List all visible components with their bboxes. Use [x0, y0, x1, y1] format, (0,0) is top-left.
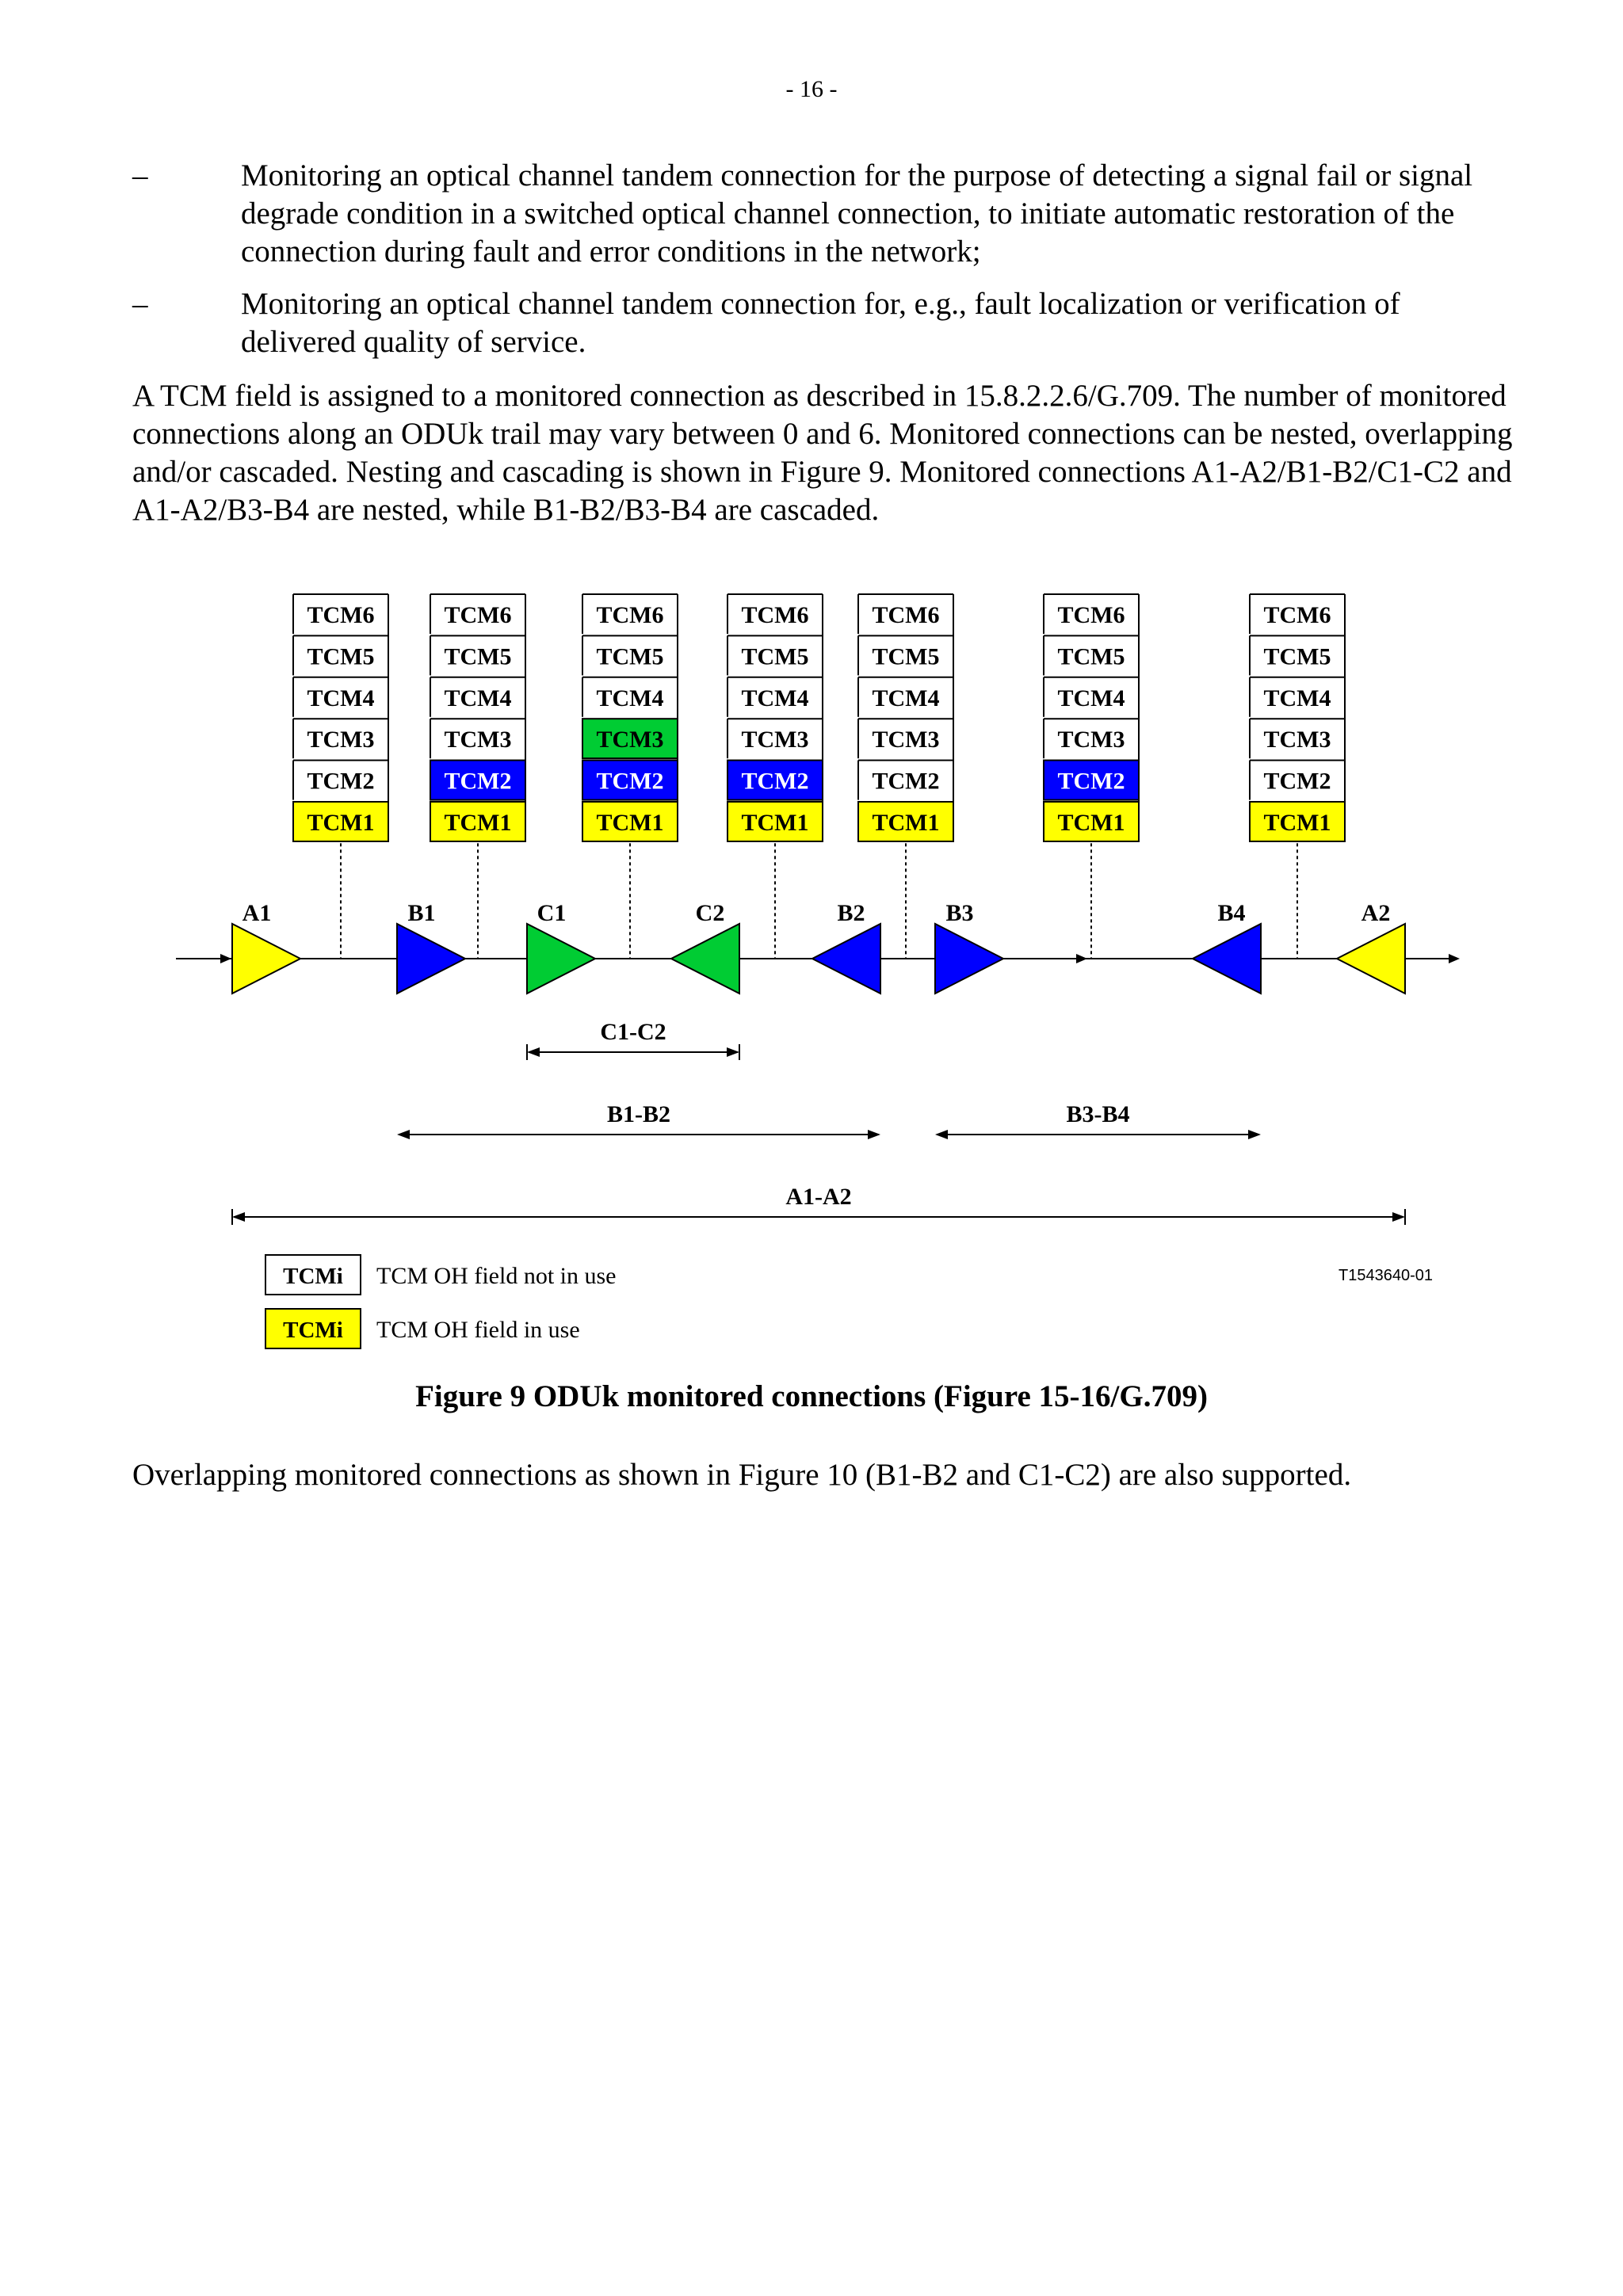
tcm-cell-label: TCM4 — [872, 685, 940, 711]
tcm-cell-label: TCM4 — [307, 685, 375, 711]
node-c2-triangle — [671, 924, 739, 994]
tcm-cell-label: TCM5 — [872, 643, 940, 670]
node-label: B4 — [1217, 900, 1246, 926]
span-arrowhead — [868, 1130, 880, 1139]
node-label: B3 — [945, 900, 974, 926]
tcm-cell-label: TCM4 — [444, 685, 512, 711]
span-arrowhead — [1392, 1212, 1405, 1222]
tcm-cell-label: TCM3 — [872, 727, 940, 753]
tcm-cell-label: TCM3 — [596, 727, 664, 753]
tcm-cell-label: TCM2 — [872, 768, 940, 795]
node-label: C1 — [537, 900, 567, 926]
tcm-cell-label: TCM5 — [741, 643, 809, 670]
span-arrowhead — [935, 1130, 948, 1139]
tcm-cell-label: TCM2 — [307, 768, 375, 795]
line-arrowhead-middle — [1076, 954, 1087, 963]
legend-text: TCM OH field not in use — [376, 1263, 617, 1289]
connection-spans — [232, 1019, 1405, 1225]
tcm-stacks — [293, 594, 1345, 841]
tcm-cell-label: TCM3 — [307, 727, 375, 753]
tcm-cell-label: TCM6 — [741, 602, 809, 628]
legend-text: TCM OH field in use — [376, 1317, 580, 1343]
tcm-cell-label: TCM6 — [872, 602, 940, 628]
tcm-cell-label: TCM3 — [1057, 727, 1125, 753]
tcm-cell-label: TCM1 — [596, 810, 664, 836]
tcm-cell-label: TCM4 — [1057, 685, 1125, 711]
tcm-cell-label: TCM6 — [307, 602, 375, 628]
line-arrowhead-right — [1449, 954, 1460, 963]
tcm-cell-label: TCM1 — [872, 810, 940, 836]
connection-nodes — [232, 900, 1405, 994]
bullet-text: Monitoring an optical channel tandem connection for the purpose of detecting a signal fail or signal degrade condition in a switched optical channel connection, to initiate automatic restoration of the connection during fault and error conditions in the network; — [241, 158, 1473, 269]
span-label: A1-A2 — [785, 1184, 852, 1210]
span-label: B1-B2 — [606, 1101, 671, 1127]
tcm-cell-label: TCM1 — [444, 810, 512, 836]
bullet-marker: – — [132, 287, 148, 321]
tcm-cell-label: TCM5 — [596, 643, 664, 670]
body-paragraph: A TCM field is assigned to a monitored connection as described in 15.8.2.2.6/G.709. The number of monitored connections along an ODUk trail may vary between 0 and 6. Monitored connections can be nested, overlapping and/or cascaded. Nesting and cascading is shown in Figure 9. Monitored connections A1-A2/B1-B2/C1-C2 and A1-A2/B3-B4 are nested, while B1-B2/B3-B4 are cascaded. — [132, 379, 1513, 527]
tcm-cell-label: TCM6 — [1263, 602, 1331, 628]
tcm-cell-label: TCM5 — [1263, 643, 1331, 670]
node-b1-triangle — [397, 924, 465, 994]
tcm-cell-label: TCM5 — [444, 643, 512, 670]
line-arrowhead-left — [220, 954, 231, 963]
span-arrowhead — [527, 1047, 540, 1057]
page-number: - 16 - — [785, 76, 838, 102]
legend-box-label: TCMi — [283, 1318, 343, 1343]
tcm-diagram — [0, 570, 1623, 1371]
node-b2-triangle — [812, 924, 880, 994]
tcm-cell-label: TCM6 — [596, 602, 664, 628]
node-label: A1 — [242, 900, 272, 926]
tcm-cell-label: TCM2 — [444, 768, 512, 795]
tcm-cell-label: TCM4 — [1263, 685, 1331, 711]
node-c1-triangle — [527, 924, 595, 994]
tcm-cell-label: TCM3 — [741, 727, 809, 753]
tcm-cell-label: TCM6 — [1057, 602, 1125, 628]
tcm-cell-label: TCM1 — [307, 810, 375, 836]
tcm-cell-label: TCM4 — [596, 685, 664, 711]
tcm-cell-label: TCM2 — [741, 768, 809, 795]
tcm-cell-label: TCM5 — [1057, 643, 1125, 670]
legend-box-label: TCMi — [283, 1264, 343, 1289]
tcm-cell-label: TCM3 — [1263, 727, 1331, 753]
node-a1-triangle — [232, 924, 300, 994]
span-arrowhead — [397, 1130, 410, 1139]
node-a2-triangle — [1337, 924, 1405, 994]
tcm-cell-label: TCM3 — [444, 727, 512, 753]
span-arrowhead — [1248, 1130, 1261, 1139]
span-label: B3-B4 — [1066, 1101, 1130, 1127]
tcm-cell-label: TCM1 — [741, 810, 809, 836]
tcm-cell-label: TCM4 — [741, 685, 809, 711]
node-b3-triangle — [935, 924, 1003, 994]
tcm-cell-label: TCM1 — [1057, 810, 1125, 836]
tcm-cell-label: TCM5 — [307, 643, 375, 670]
legend — [265, 1255, 616, 1348]
body-paragraph: Overlapping monitored connections as shown in Figure 10 (B1-B2 and C1-C2) are also supported. — [132, 1458, 1352, 1492]
bullet-marker: – — [132, 158, 148, 193]
tcm-cell-label: TCM2 — [596, 768, 664, 795]
tcm-cell-label: TCM2 — [1057, 768, 1125, 795]
figure-caption: Figure 9 ODUk monitored connections (Figure 15-16/G.709) — [415, 1379, 1208, 1413]
node-label: A2 — [1361, 900, 1391, 926]
node-label: C2 — [695, 900, 725, 926]
node-b4-triangle — [1193, 924, 1261, 994]
span-label: C1-C2 — [600, 1019, 666, 1045]
node-label: B1 — [407, 900, 436, 926]
tcm-cell-label: TCM2 — [1263, 768, 1331, 795]
tcm-cell-label: TCM1 — [1263, 810, 1331, 836]
tcm-cell-label: TCM6 — [444, 602, 512, 628]
node-label: B2 — [837, 900, 865, 926]
span-arrowhead — [232, 1212, 245, 1222]
span-arrowhead — [727, 1047, 739, 1057]
dashed-connectors — [341, 843, 1297, 959]
figure-id: T1543640-01 — [1338, 1267, 1433, 1284]
bullet-text: Monitoring an optical channel tandem connection for, e.g., fault localization or verification of delivered quality of service. — [241, 287, 1400, 359]
